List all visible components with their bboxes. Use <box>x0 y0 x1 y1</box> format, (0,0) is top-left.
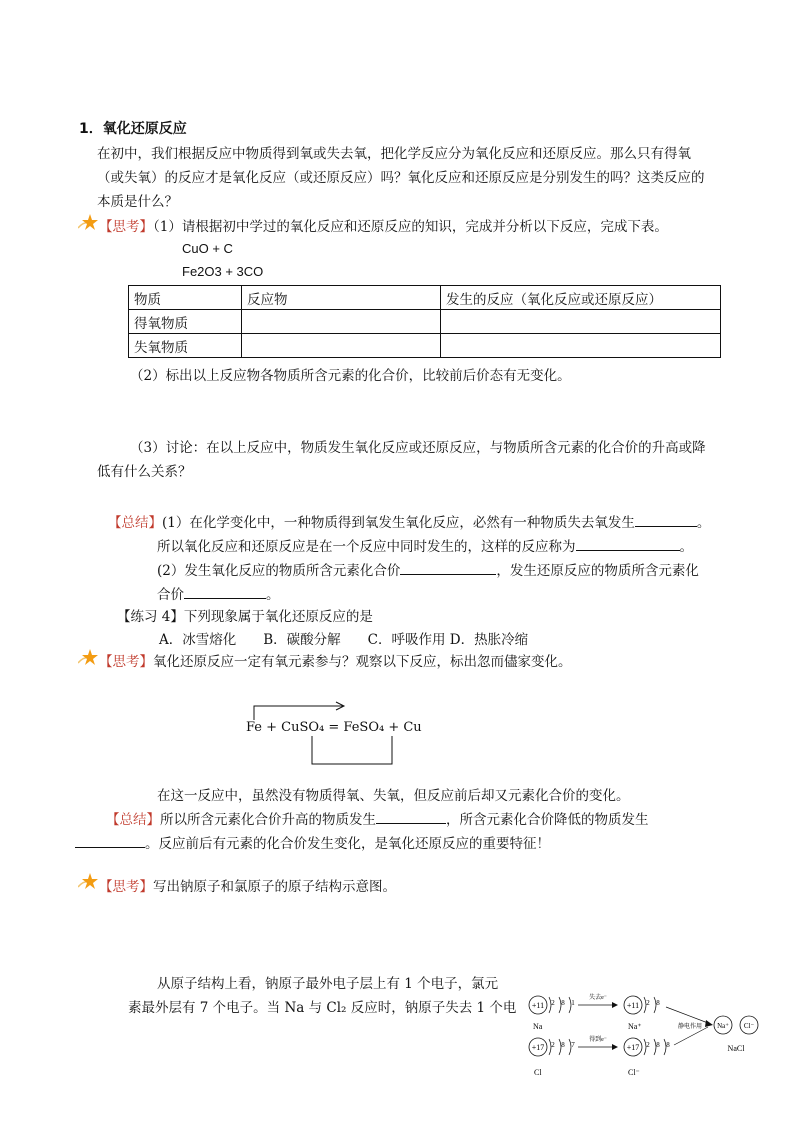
table-cell: 得氧物质 <box>129 310 242 334</box>
equation-cuo-c: CuO + C <box>182 241 233 256</box>
section-title: 1．氧化还原反应 <box>79 121 187 137</box>
na-ion <box>624 996 660 1031</box>
svg-text:+17: +17 <box>531 1043 545 1052</box>
exercise-options[interactable]: A．冰雪熔化 B．碳酸分解 C．呼吸作用 D．热胀冷缩 <box>159 632 529 648</box>
summary-tag: 【总结】 <box>106 812 160 828</box>
svg-text:+17: +17 <box>626 1043 640 1052</box>
svg-text:1: 1 <box>571 999 575 1007</box>
think2: 【思考】氧化还原反应一定有氧元素参与？观察以下反应，标出忽而儘家变化。 <box>99 654 572 670</box>
intro-line-1: 在初中，我们根据反应中物质得到氧或失去氧，把化学反应分为氧化反应和还原反应。那么只有得氧 <box>97 146 691 162</box>
svg-text:Cl: Cl <box>534 1068 542 1077</box>
summary1-line-4: 合价 。 <box>157 587 280 603</box>
table-header-row <box>129 286 721 310</box>
summary2-line-2: 。反应前后有元素的化合价发生变化，是氧化还原反应的重要特征！ <box>75 832 550 852</box>
svg-text:8: 8 <box>561 999 565 1007</box>
intro-line-2: （或失氧）的反应才是氧化反应（或还原反应）吗？氧化反应和还原反应是分别发生的吗？这类反应的 <box>97 170 705 186</box>
svg-text:Cl⁻: Cl⁻ <box>628 1068 640 1077</box>
question-3-line-2: 低有什么关系？ <box>97 464 192 480</box>
think1 <box>99 215 668 235</box>
think-tag: 【思考】 <box>99 654 153 670</box>
summary1-line-1: 【总结】(1）在化学变化中，一种物质得到氧发生氧化反应，必然有一种物质失去氧发生 。 <box>108 515 711 531</box>
table-cell: 失氧物质 <box>129 334 242 358</box>
svg-text:Na⁺: Na⁺ <box>717 1022 729 1030</box>
chemical-equation: Fe + CuSO₄ = FeSO₄ + Cu <box>246 720 422 735</box>
cl-atom <box>529 1038 575 1077</box>
summary2-line-1: 【总结】所以所含元素化合价升高的物质发生 ，所含元素化合价降低的物质发生 <box>106 812 649 828</box>
svg-text:NaCl: NaCl <box>727 1044 745 1053</box>
question-2: （2）标出以上反应物各物质所含元素的化合价，比较前后价态有无变化。 <box>130 368 571 384</box>
answer-blank[interactable] <box>376 811 446 824</box>
svg-text:2: 2 <box>646 1041 650 1049</box>
answer-blank[interactable] <box>635 514 697 527</box>
svg-text:2: 2 <box>646 999 650 1007</box>
svg-text:Cl⁻: Cl⁻ <box>743 1022 755 1030</box>
summary1-line-2: 所以氧化反应和还原反应是在一个反应中同时发生的，这样的反应称为 。 <box>157 539 693 555</box>
svg-text:8: 8 <box>561 1041 565 1049</box>
table-row <box>129 310 721 334</box>
answer-blank[interactable] <box>75 835 145 848</box>
summary-tag: 【总结】 <box>108 515 162 531</box>
ion-formation-diagram <box>520 985 780 1080</box>
table-header: 物质 <box>129 286 242 310</box>
think-tag: 【思考】 <box>99 219 153 235</box>
svg-text:8: 8 <box>666 1041 670 1049</box>
bottom-line-2: 素最外层有 7 个电子。当 Na 与 Cl₂ 反应时，钠原子失去 1 个电 <box>128 1000 517 1016</box>
reaction-table <box>128 285 721 358</box>
equation-fe2o3-co: Fe2O3 + 3CO <box>182 264 264 279</box>
svg-text:8: 8 <box>656 999 660 1007</box>
table-cell[interactable] <box>441 310 721 334</box>
svg-text:+11: +11 <box>531 1001 545 1010</box>
svg-text:2: 2 <box>551 999 555 1007</box>
question-3-line-1: （3）讨论：在以上反应中，物质发生氧化反应或还原反应，与物质所含元素的化合价的升高或降 <box>130 440 706 456</box>
lose-electron-label: 失去e⁻ <box>589 995 607 1001</box>
svg-text:2: 2 <box>551 1041 555 1049</box>
think3: 【思考】写出钠原子和氯原子的原子结构示意图。 <box>99 879 396 895</box>
table-header: 反应物 <box>242 286 441 310</box>
svg-text:Na: Na <box>533 1022 543 1031</box>
svg-text:7: 7 <box>571 1041 575 1049</box>
think1-text: （1）请根据初中学过的氧化反应和还原反应的知识，完成并分析以下反应，完成下表。 <box>153 219 668 235</box>
table-header: 发生的反应（氧化反应或还原反应） <box>441 286 721 310</box>
table-row <box>129 334 721 358</box>
svg-text:Na⁺: Na⁺ <box>628 1022 642 1031</box>
think-tag: 【思考】 <box>99 879 153 895</box>
svg-text:+11: +11 <box>626 1001 640 1010</box>
star-icon <box>78 871 98 891</box>
answer-blank[interactable] <box>576 538 680 551</box>
gain-electron-label: 得到e⁻ <box>589 1037 607 1043</box>
table-cell[interactable] <box>441 334 721 358</box>
static-interaction-label: 静电作用 <box>677 1024 703 1030</box>
svg-text:8: 8 <box>656 1041 660 1049</box>
bottom-line-1: 从原子结构上看，钠原子最外电子层上有 1 个电子，氯元 <box>157 976 499 992</box>
answer-blank[interactable] <box>184 586 266 599</box>
cl-ion <box>624 1038 670 1077</box>
table-cell[interactable] <box>242 310 441 334</box>
intro-line-3: 本质是什么？ <box>97 194 178 210</box>
summary1-line-3: (2）发生氧化反应的物质所含元素化合价 ，发生还原反应的物质所含元素化 <box>157 563 699 579</box>
electron-transfer-arrows <box>240 700 410 770</box>
answer-blank[interactable] <box>400 562 496 575</box>
after-equation-text: 在这一反应中，虽然没有物质得氧、失氧，但反应前后却又元素化合价的变化。 <box>157 788 630 804</box>
na-atom <box>529 996 575 1031</box>
table-cell[interactable] <box>242 334 441 358</box>
star-icon <box>78 647 98 667</box>
star-icon <box>78 212 98 232</box>
exercise-question: 【练习 4】下列现象属于氧化还原反应的是 <box>117 609 373 625</box>
